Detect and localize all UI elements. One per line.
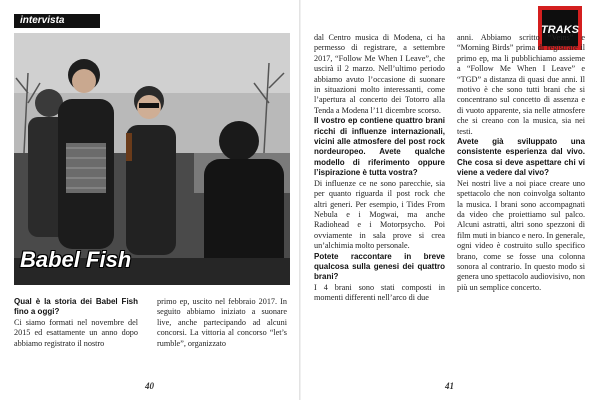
text-column-1 [14, 297, 138, 349]
band-name-title: Babel Fish [20, 247, 132, 272]
interview-answer: Ci siamo formati nel novembre del 2015 ed esattamente un anno dopo abbiamo registrato il nostro [14, 317, 138, 348]
interview-answer: anni. Abbiamo scritto “Veins” e “Morning Birds” prima di registrare il primo ep, ma li pubblichiamo assieme a “Follow Me When I Leave” e “TGD” a distanza di quasi due anni. Il motivo è che sono tutti brani che si concentrano sul concetto di assenza e di vuoto apparente, sia nelle atmosfere che si creano con la musica, sia nei testi. [457, 33, 585, 136]
interview-question: Avete già sviluppato una consistente esperienza dal vivo. Che cosa si deve aspettare chi vi viene a vedere dal vivo? [457, 137, 585, 178]
page-gutter [299, 0, 301, 400]
interview-answer: primo ep, uscito nel febbraio 2017. In seguito abbiamo iniziato a suonare live, anche partecipando ad alcuni concorsi. La vittoria al concorso “let’s rumble”, organizzato [157, 297, 287, 348]
text-column-4 [457, 33, 585, 293]
text-column-3 [314, 33, 445, 304]
interview-question: Il vostro ep contiene quattro brani ricchi di influenze internazionali, vicini alle atmosfere del post rock nordeuropeo. Avete qualche modello di riferimento oppure l’ispirazione è tutta vostra? [314, 116, 445, 178]
interview-answer: Nei nostri live a noi piace creare uno spettacolo che non coinvolga soltanto la musica. I brani sono accompagnati da video che proiettiamo sul palco. Alcuni astratti, altri sono spezzoni di film muti in bianco e nero. In generale, ogni video è costruito sullo specifico brano, come se fosse una colonna sonora al contrario. In questo modo si genera uno spettacolo audiovisivo, non più un semplice concerto. [457, 178, 586, 292]
interview-question: Potete raccontare in breve qualcosa sulla genesi dei quattro brani? [314, 251, 445, 282]
page-number-right: 41 [445, 381, 454, 391]
interview-question: Qual è la storia dei Babel Fish fino a oggi? [14, 297, 138, 317]
section-label: intervista [14, 14, 100, 28]
interview-answer: dal Centro musica di Modena, ci ha permesso di registrare, a settembre 2017, “Follow Me When I Leave”, che uscirà il 2 marzo. Nell’ultimo periodo abbiamo avuto l’occasione di suonare in situazioni molto interessanti, come l’apertura al concerto dei Totorro alla Tenda a Modena l’11 dicembre scorso. [314, 33, 445, 115]
interview-answer: Di influenze ce ne sono parecchie, sia per quanto riguarda il post rock che altri generi. Per esempio, i Tides From Nebula e i Mogwai, ma anche Radiohead e i Motorpsycho. Poi ovviamente in sala prove si crea un’alchimia molto personale. [314, 178, 445, 251]
logo-text: TRAKS [541, 24, 579, 36]
page-number-left: 40 [145, 381, 154, 391]
band-photo [14, 33, 290, 285]
interview-answer: I 4 brani sono stati composti in momenti differenti nell’arco di due [314, 282, 445, 303]
text-column-2 [157, 297, 287, 349]
